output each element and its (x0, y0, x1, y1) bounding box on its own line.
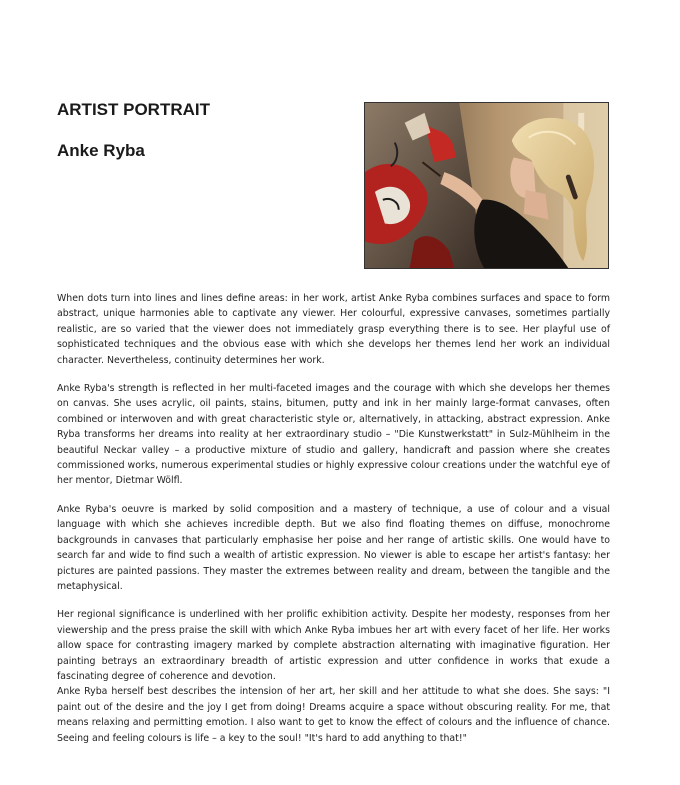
article-body (57, 291, 610, 746)
artist-painting-photo-icon (365, 103, 608, 268)
artist-name: Anke Ryba (57, 141, 145, 160)
paragraph-2: Anke Ryba's strength is reflected in her multi-faceted images and the courage with which she develops her themes on canvas. She uses acrylic, oil paints, stains, bitumen, putty and ink in her mainly large-format canvases, often combined or interwoven and with great characteristic style or, alternatively, in attacking, abstract expression. Anke Ryba transforms her dreams into reality at her extraordinary studio – "Die Kunstwerkstatt" in Sulz-Mühlheim in the beautiful Neckar valley – a productive mixture of studio and gallery, handicraft and passion where she creates commissioned works, numerous experimental studies or highly expressive colour creations under the watchful eye of her mentor, Dietmar Wölfl. (57, 383, 610, 487)
artist-photo (364, 102, 609, 269)
paragraph-3: Anke Ryba's oeuvre is marked by solid composition and a mastery of technique, a use of colour and a visual language with which she achieves incredible depth. But we also find floating themes on diffuse, monochrome backgrounds in canvases that particularly emphasise her poise and her range of artistic skills. One would have to search far and wide to find such a wealth of artistic expression. No viewer is able to escape her artist's fantasy: her pictures are painted passions. They master the extremes between reality and dream, between the tangible and the metaphysical. (57, 503, 610, 592)
paragraph-4: Her regional significance is underlined with her prolific exhibition activity. Despite her modesty, responses from her viewership and the press praise the skill with which Anke Ryba imbues her art with every facet of her life. Her works allow space for contrasting imagery marked by complete abstraction alternating with imaginative figuration. Her painting betrays an extraordinary breadth of artistic expression and utter confidence in works that exude a fascinating degree of coherence and devotion. (57, 609, 610, 682)
paragraph-5: Anke Ryba herself best describes the intension of her art, her skill and her attitude to what she does. She says: "I paint out of the desire and the joy I get from doing! Dreams acquire a space without obscuring reality. For me, that means relaxing and permitting emotion. I also want to get to know the effect of colours and the influence of chance. Seeing and feeling colours is life – a key to the soul! "It's hard to add anything to that!" (57, 686, 610, 744)
document-heading: ARTIST PORTRAIT (57, 100, 210, 119)
paragraph-1: When dots turn into lines and lines define areas: in her work, artist Anke Ryba combines surfaces and space to form abstract, unique harmonies able to captivate any viewer. Her colourful, expressive canvases, sometimes partially realistic, are so varied that the viewer does not immediately grasp everything there is to see. Her playful use of sophisticated techniques and the obvious ease with which she develops her themes lend her work an individual character. Nevertheless, continuity determines her work. (57, 293, 610, 366)
